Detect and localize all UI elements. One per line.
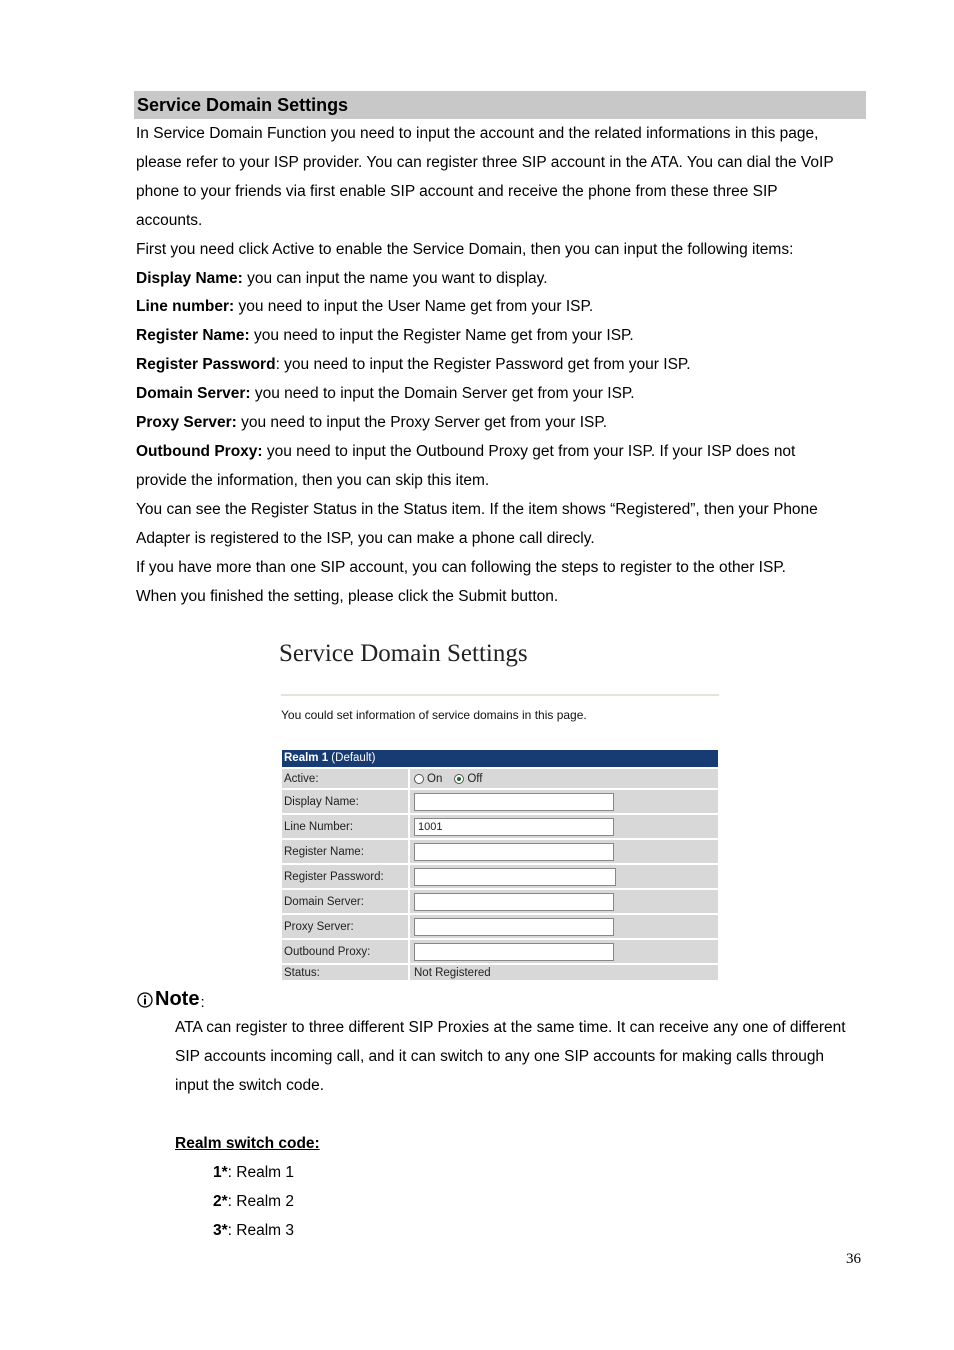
line-number-row — [282, 813, 718, 838]
paragraph-line: In Service Domain Function you need to input the account and the related informations in this page, — [136, 125, 819, 142]
section-header — [134, 91, 866, 119]
active-label: Active: — [282, 769, 410, 788]
body-text — [136, 120, 876, 611]
paragraph-line: You can see the Register Status in the Status item. If the item shows “Registered”, then your Phone — [136, 500, 818, 518]
proxy-server-label: Proxy Server: — [282, 915, 410, 938]
register-password-label: Register Password: — [282, 865, 410, 888]
item-register-name: Register Name: you need to input the Register Name get from your ISP. — [136, 327, 634, 345]
item-register-password: Register Password: you need to input the Register Password get from your ISP. — [136, 356, 691, 374]
domain-server-input[interactable] — [414, 893, 614, 911]
note-line: input the switch code. — [175, 1076, 325, 1094]
register-password-input[interactable] — [414, 868, 616, 886]
domain-server-row — [282, 888, 718, 913]
switch-code-heading: Realm switch code: — [175, 1135, 320, 1152]
paragraph-line: please refer to your ISP provider. You can register three SIP account in the ATA. You can dial the VoIP — [136, 153, 834, 171]
note-title: Note — [155, 988, 200, 1010]
domain-server-label: Domain Server: — [282, 890, 410, 913]
paragraph-line: First you need click Active to enable the Service Domain, then you can input the following items: — [136, 240, 794, 258]
paragraph-line: Adapter is registered to the ISP, you can make a phone call direcly. — [136, 529, 595, 547]
item-proxy-server: Proxy Server: you need to input the Proxy Server get from your ISP. — [136, 414, 608, 432]
screenshot-title: Service Domain Settings — [279, 640, 528, 667]
status-value: Not Registered — [414, 966, 491, 979]
paragraph-line: provide the information, then you can skip this item. — [136, 471, 490, 489]
realm-settings-form — [282, 750, 718, 980]
realm-header: Realm 1 (Default) — [282, 750, 718, 767]
note-body — [175, 1014, 875, 1101]
register-name-row — [282, 838, 718, 863]
item-domain-server: Domain Server: you need to input the Domain Server get from your ISP. — [136, 385, 635, 403]
item-outbound-proxy: Outbound Proxy: you need to input the Outbound Proxy get from your ISP. If your ISP does not — [136, 442, 796, 460]
display-name-label: Display Name: — [282, 790, 410, 813]
info-icon — [137, 992, 153, 1008]
note-line: SIP accounts incoming call, and it can switch to any one SIP accounts for making calls through — [175, 1047, 825, 1065]
note-colon: : — [200, 994, 205, 1011]
display-name-row — [282, 788, 718, 813]
title-divider — [281, 694, 719, 696]
proxy-server-input[interactable] — [414, 918, 614, 936]
register-name-label: Register Name: — [282, 840, 410, 863]
note-heading — [137, 988, 205, 1011]
paragraph-line: accounts. — [136, 211, 203, 229]
paragraph-line: If you have more than one SIP account, you can following the steps to register to the other ISP. — [136, 558, 786, 576]
line-number-input[interactable]: 1001 — [414, 818, 614, 836]
outbound-proxy-row — [282, 938, 718, 963]
item-line-number: Line number: you need to input the User Name get from your ISP. — [136, 298, 594, 316]
line-number-label: Line Number: — [282, 815, 410, 838]
screenshot-description: You could set information of service domains in this page. — [281, 708, 587, 722]
active-off-label: Off — [467, 772, 483, 785]
outbound-proxy-label: Outbound Proxy: — [282, 940, 410, 963]
page-number: 36 — [846, 1251, 861, 1267]
active-off-radio[interactable] — [454, 774, 464, 784]
switch-code-item: 1*: Realm 1 — [213, 1164, 294, 1181]
active-row — [282, 767, 718, 788]
switch-code-item: 3*: Realm 3 — [213, 1221, 294, 1239]
status-label: Status: — [282, 965, 410, 980]
register-name-input[interactable] — [414, 843, 614, 861]
register-password-row — [282, 863, 718, 888]
switch-code-list — [213, 1159, 294, 1246]
paragraph-line: phone to your friends via first enable SIP account and receive the phone from these three SIP — [136, 182, 778, 200]
section-title: Service Domain Settings — [137, 95, 349, 115]
proxy-server-row — [282, 913, 718, 938]
paragraph-line: When you finished the setting, please click the Submit button. — [136, 587, 559, 605]
status-row — [282, 963, 718, 980]
display-name-input[interactable] — [414, 793, 614, 811]
active-on-radio[interactable] — [414, 774, 424, 784]
switch-code-item: 2*: Realm 2 — [213, 1192, 294, 1210]
outbound-proxy-input[interactable] — [414, 943, 614, 961]
active-field — [410, 769, 718, 788]
item-display-name: Display Name: you can input the name you want to display. — [136, 269, 548, 287]
active-on-label: On — [427, 772, 443, 785]
note-line: ATA can register to three different SIP Proxies at the same time. It can receive any one of different — [175, 1019, 846, 1036]
